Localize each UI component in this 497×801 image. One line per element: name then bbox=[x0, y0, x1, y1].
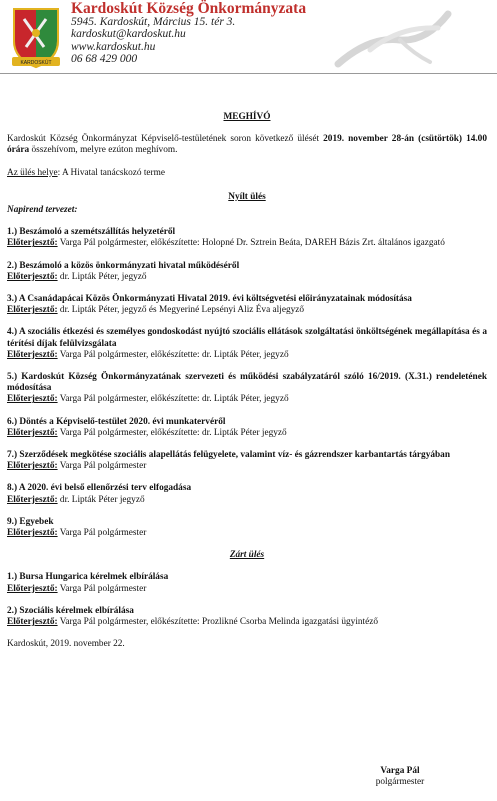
agenda-item bbox=[7, 372, 487, 406]
closed-agenda-list bbox=[7, 572, 487, 628]
agenda-item-title: 3.) A Csanádapácai Közös Önkormányzati Hivatal 2019. évi költségvetési előirányzatainak módosítása bbox=[7, 294, 412, 305]
agenda-item-presenter: Előterjesztő: Varga Pál polgármester bbox=[7, 461, 147, 472]
intro-paragraph: Kardoskút Község Önkormányzat Képviselő-testületének soron következő ülését 2019. november 28-án (csütörtök) 14.00 órára összehívom, melyre ezúton meghívom. bbox=[7, 134, 487, 156]
signature-block bbox=[355, 766, 445, 788]
signatory-name: Varga Pál bbox=[380, 766, 420, 776]
agenda-item bbox=[7, 483, 487, 505]
crest-label: KARDOSKÚT bbox=[20, 60, 52, 66]
agenda-item bbox=[7, 572, 487, 594]
agenda-item-title: 2.) Beszámoló a közös önkormányzati hivatal működéséről bbox=[7, 260, 240, 271]
agenda-item bbox=[7, 294, 487, 316]
agenda-item bbox=[7, 261, 487, 283]
coat-of-arms-icon bbox=[10, 5, 62, 71]
agenda-item-presenter: Előterjesztő: Varga Pál polgármester, előkészítette: Prozlikné Csorba Melinda igazgatási ügyintéző bbox=[7, 617, 379, 628]
org-address: 5945. Kardoskút, Március 15. tér 3. bbox=[71, 15, 236, 28]
agenda-item-presenter: Előterjesztő: Varga Pál polgármester, előkészítette: dr. Lipták Péter, jegyző bbox=[7, 394, 289, 405]
place-and-date: Kardoskút, 2019. november 22. bbox=[7, 639, 125, 650]
agenda-item-presenter: Előterjesztő: dr. Lipták Péter, jegyző bbox=[7, 271, 147, 282]
agenda-item-presenter: Előterjesztő: Varga Pál polgármester bbox=[7, 528, 147, 539]
document-title: MEGHÍVÓ bbox=[223, 112, 271, 122]
agenda-item bbox=[7, 606, 487, 628]
agenda-item-title: 2.) Szociális kérelmek elbírálása bbox=[7, 605, 134, 616]
agenda-item-presenter: Előterjesztő: dr. Lipták Péter jegyző bbox=[7, 494, 145, 505]
agenda-item-title: 5.) Kardoskút Község Önkormányzatának szervezeti és működési szabályzatáról szóló 16/2019. (X.31.) rendeletének módosítása bbox=[7, 372, 487, 394]
org-email: kardoskut@kardoskut.hu bbox=[71, 28, 186, 40]
letterhead-text bbox=[71, 0, 307, 66]
agenda-item-presenter: Előterjesztő: Varga Pál polgármester, előkészítette: dr. Lipták Péter, jegyző bbox=[7, 349, 289, 360]
agenda-item bbox=[7, 450, 487, 472]
agenda-item-presenter: Előterjesztő: Varga Pál polgármester bbox=[7, 583, 147, 594]
agenda-item-title: 4.) A szociális étkezési és személyes gondoskodást nyújtó szociális ellátások szolgáltatási önköltségének megállapítása és a térítési díjak felülvizsgálata bbox=[7, 327, 487, 349]
invitation-document bbox=[7, 112, 487, 651]
open-agenda-list bbox=[7, 227, 487, 539]
open-session-heading: Nyílt ülés bbox=[228, 191, 266, 202]
agenda-item bbox=[7, 417, 487, 439]
agenda-item bbox=[7, 227, 487, 249]
agenda-item bbox=[7, 327, 487, 361]
agenda-item-title: 1.) Beszámoló a szemétszállítás helyzetéről bbox=[7, 227, 176, 238]
header-divider bbox=[0, 73, 497, 74]
agenda-item-title: 9.) Egyebek bbox=[7, 516, 54, 527]
agenda-item-title: 6.) Döntés a Képviselő-testület 2020. évi munkatervéről bbox=[7, 416, 226, 427]
org-phone: 06 68 429 000 bbox=[71, 53, 138, 65]
agenda-label: Napirend tervezet: bbox=[7, 205, 78, 216]
org-website: www.kardoskut.hu bbox=[71, 40, 156, 53]
letterhead bbox=[0, 0, 497, 75]
org-name: Kardoskút Község Önkormányzata bbox=[71, 0, 307, 17]
agenda-item-title: 1.) Bursa Hungarica kérelmek elbírálása bbox=[7, 572, 169, 583]
stork-watermark-icon bbox=[330, 6, 460, 70]
agenda-item-presenter: Előterjesztő: Varga Pál polgármester, előkészítette: Holopné Dr. Sztrein Beáta, DAREH Bázis Zrt. általános igazgató bbox=[7, 238, 445, 249]
meeting-venue: Az ülés helye: A Hivatal tanácskozó terme bbox=[7, 167, 166, 178]
agenda-item-title: 8.) A 2020. évi belső ellenőrzési terv elfogadása bbox=[7, 483, 192, 494]
signatory-role: polgármester bbox=[375, 777, 425, 787]
agenda-item-presenter: Előterjesztő: dr. Lipták Péter, jegyző és Megyeriné Lepsényi Aliz Éva aljegyző bbox=[7, 305, 305, 316]
closed-session-heading: Zárt ülés bbox=[229, 550, 265, 561]
agenda-item-title: 7.) Szerződések megkötése szociális alapellátás felügyelete, valamint víz- és gázrendszer karbantartás tárgyában bbox=[7, 450, 450, 461]
agenda-item-presenter: Előterjesztő: Varga Pál polgármester, előkészítette: dr. Lipták Péter jegyző bbox=[7, 427, 287, 438]
agenda-item bbox=[7, 517, 487, 539]
